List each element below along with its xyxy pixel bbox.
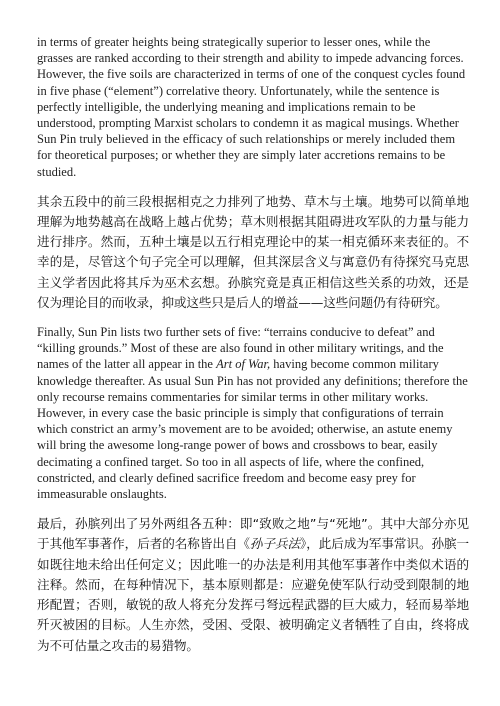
document-page bbox=[37, 34, 469, 656]
chinese-paragraph-2 bbox=[37, 514, 469, 655]
english-paragraph-2-text-a: Finally, Sun Pin lists two further sets of five: “terrains conducive to defeat” and “killing grounds.” Most of these are also found in other military writings, and the names of the latter all appear in the bbox=[37, 325, 444, 372]
english-paragraph-2-text-b: having become common military knowledge thereafter. As usual Sun Pin has not provided any definitions; therefore the only recourse remains commentaries for similar terms in other military works. However, in every case the basic principle is simply that configurations of terrain which constrict an army’s movement are to be avoided; otherwise, an astute enemy will bring the awesome long-range power of bows and crossbows to bear, easily decimating a confined target. So too in all aspects of life, where the confined, constricted, and clearly defined sacrifice freedom and become easy prey for immeasurable onslaughts. bbox=[37, 357, 468, 502]
chinese-paragraph-2-text-b: 》，此后成为军事常识。孙膑一如既往地未给出任何定义；因此唯一的办法是利用其他军事著作中类似术语的注释。然而，在每种情况下，基本原则都是：应避免使军队行动受到限制的地形配置；否则，敏锐的敌人将充分发挥弓弩远程武器的巨大威力，轻而易举地歼灭被困的目标。人生亦然，受困、受限、被明确定义者牺牲了自由，终将成为不可估量之攻击的易猎物。 bbox=[37, 536, 469, 653]
english-paragraph-2 bbox=[37, 324, 469, 502]
chinese-paragraph-2-text-a: 最后，孙膑列出了另外两组各五种：即“致败之地”与“死地”。其中大部分亦见于其他军事著作，后者的名称皆出自《 bbox=[37, 516, 469, 552]
english-paragraph-1: in terms of greater heights being strategically superior to lesser ones, while the grasses are ranked according to their strength and ability to impede advancing forces. However, the five soils are characterized in terms of one of the conquest cycles found in five phase (“element”) correlative theory. Unfortunately, while the sentence is perfectly intelligible, the underlying meaning and implications remain to be understood, prompting Marxist scholars to condemn it as magical musings. Whether Sun Pin truly believed in the efficacy of such relationships or merely included them for theoretical purposes; or whether they are simply later accretions remains to be studied. bbox=[37, 35, 466, 179]
book-title-art-of-war: Art of War, bbox=[216, 357, 271, 372]
chinese-paragraph-1: 其余五段中的前三段根据相克之力排列了地势、草木与土壤。地势可以简单地理解为地势越高在战略上越占优势；草木则根据其阻碍进攻军队的力量与能力进行排序。然而，五种土壤是以五行相克理论中的某一相克循环来表征的。不幸的是，尽管这个句子完全可以理解，但其深层含义与寓意仍有待探究马克思主义学者因此将其斥为巫术玄想。孙膑究竟是真正相信这些关系的功效，还是仅为理论目的而收录，抑或这些只是后人的增益——这些问题仍有待研究。 bbox=[37, 193, 469, 310]
book-title-sunzi-bingfa: 孙子兵法 bbox=[249, 536, 301, 552]
